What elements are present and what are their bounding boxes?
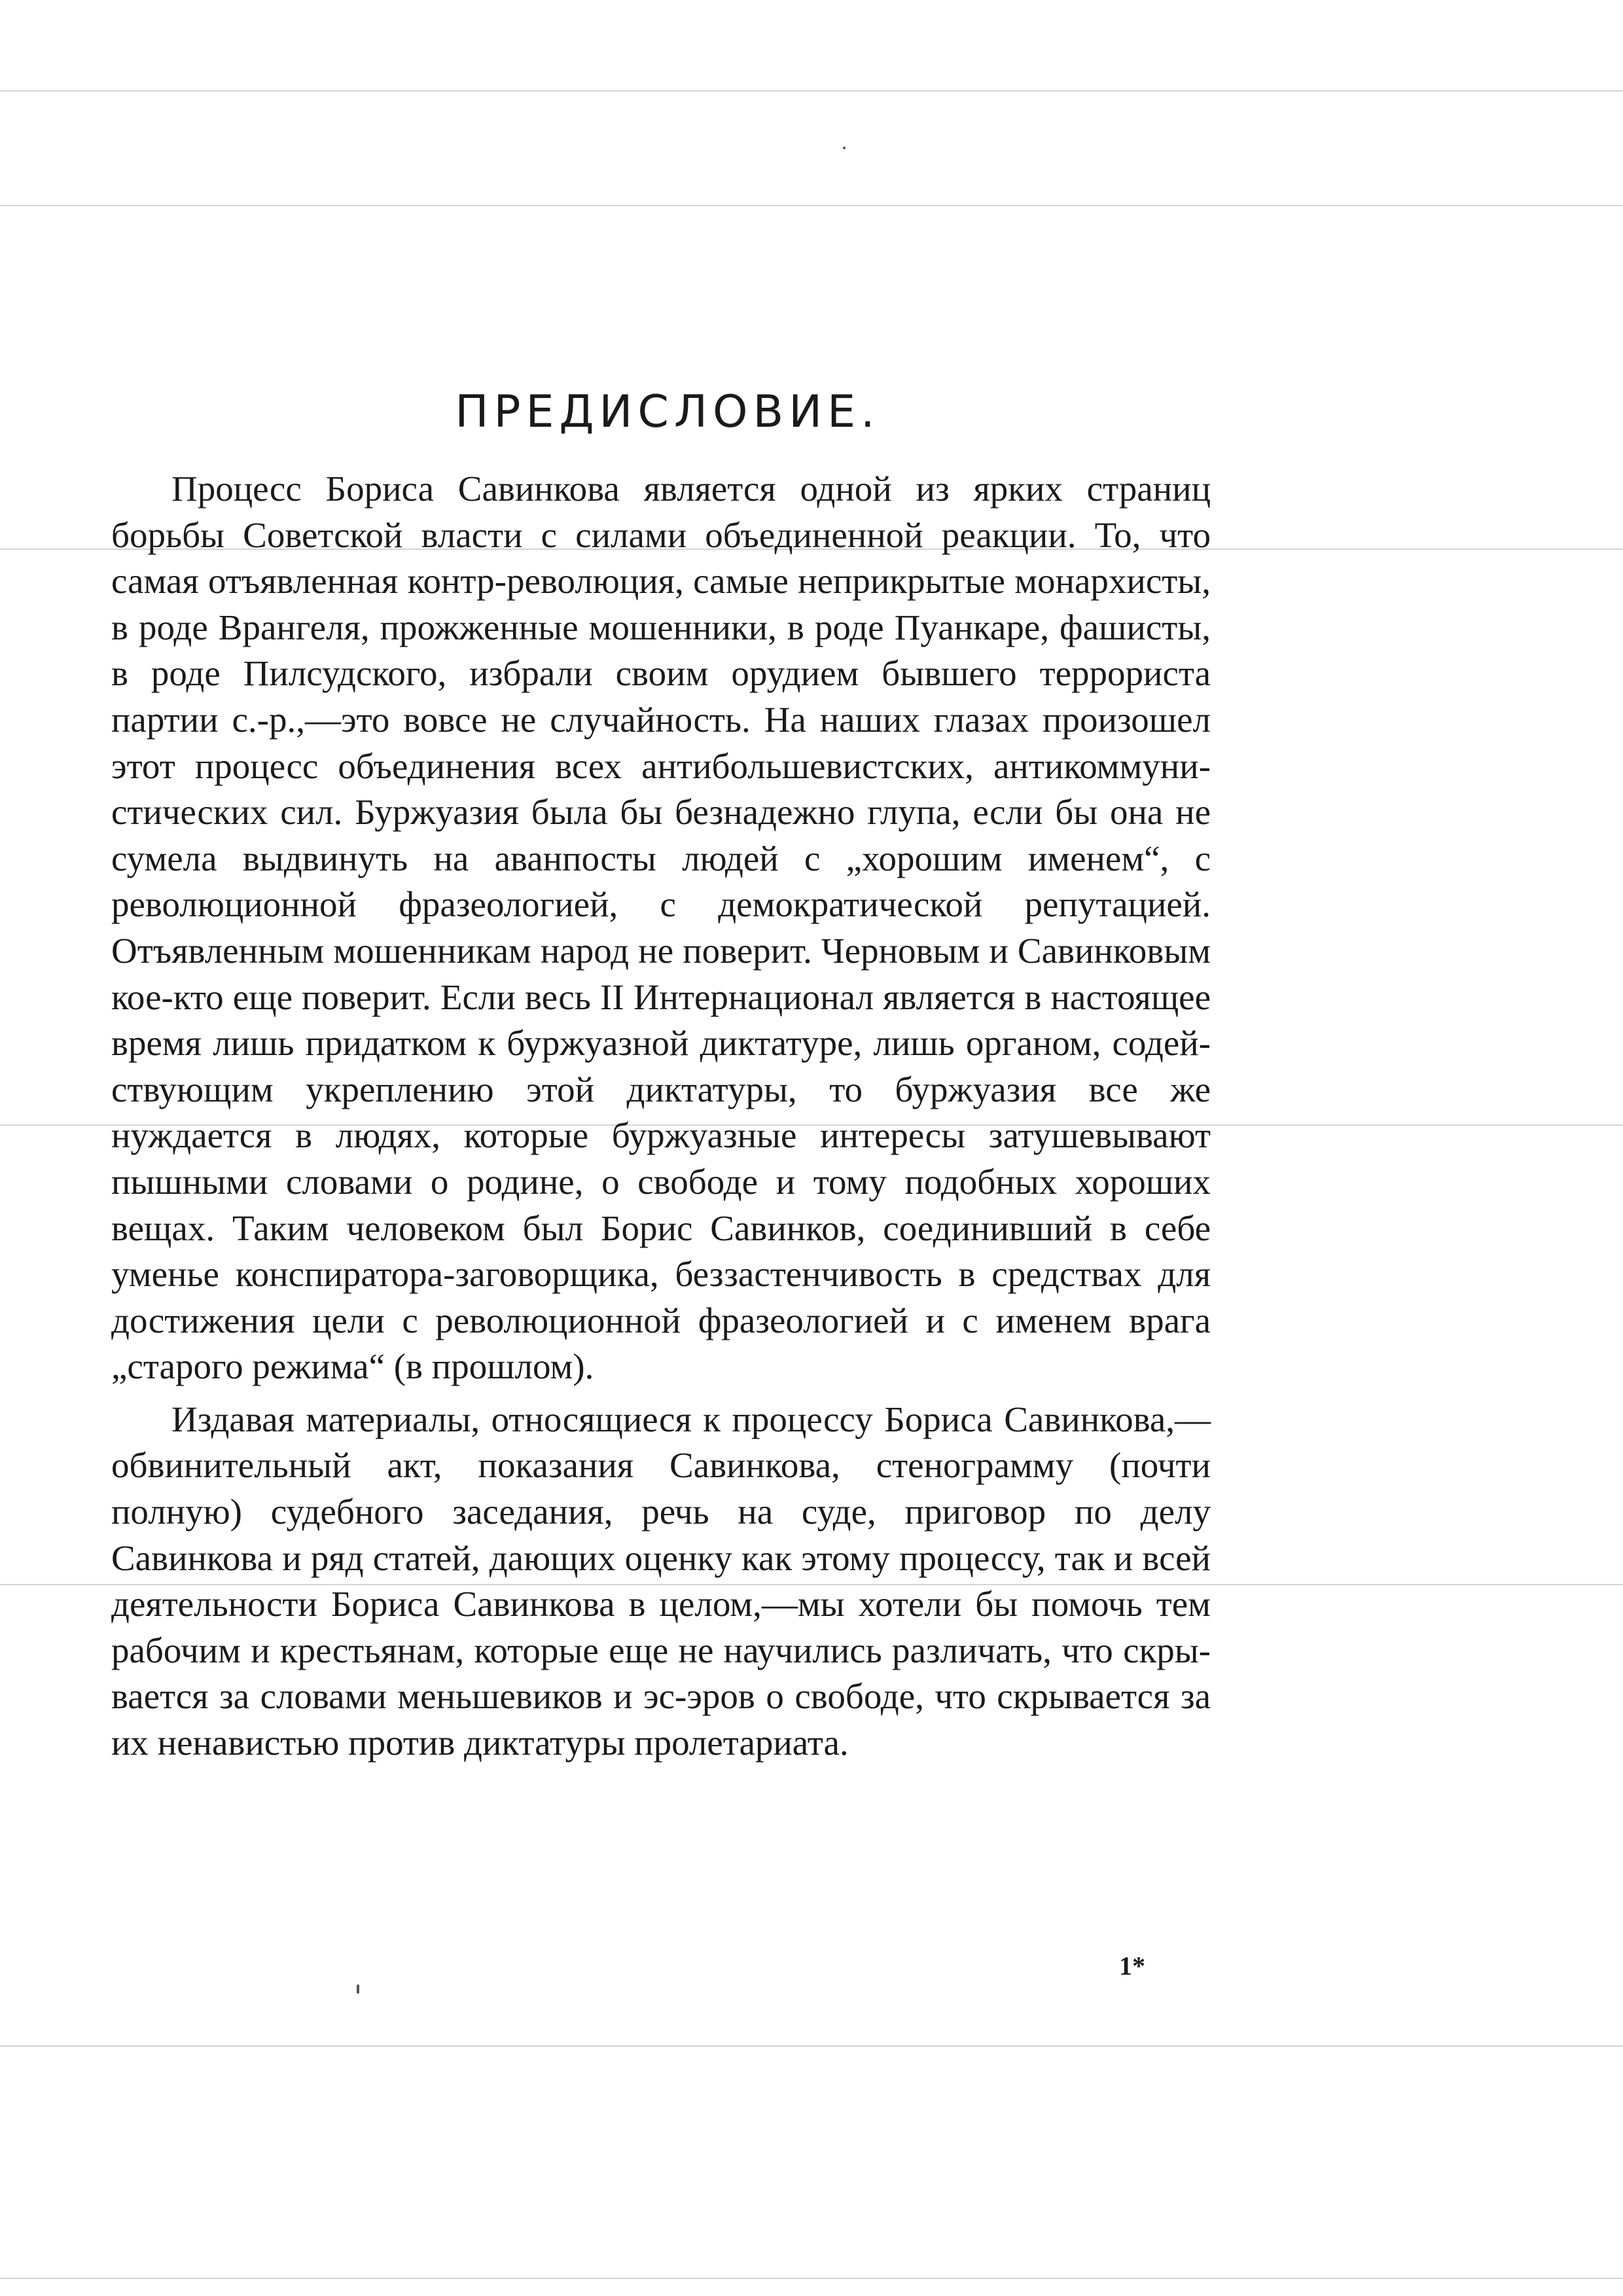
paragraph: Издавая материалы, относящиеся к процессу Бориса Савинкова,—обвинительный акт, показания Савинкова, стенограмму (почти полную) судебного заседания, речь на суде, приговор по делу Савинкова и ряд статей, дающих оценку как этому процессу, так и всей деятельности Бориса Савинкова в целом,—мы хотели бы помочь тем рабочим и крестьянам, которые еще не научились различать, что скрывается за словами меньшевиков и эс-эров о свободе, что скрывается за их ненавистью против диктатуры пролетариата. [111, 1399, 1211, 1763]
scan-line [0, 2278, 1623, 2279]
scan-line [0, 90, 1623, 92]
body-text [111, 466, 1211, 1773]
scan-line [0, 2045, 1623, 2047]
scan-speck [357, 1984, 359, 1994]
scan-line [0, 205, 1623, 206]
scan-speck [843, 147, 846, 149]
paragraph: Процесс Бориса Савинкова является одной из ярких страниц борьбы Советской власти с силами объединенной реакции. То, что самая отъявленная контр-революция, самые неприкрытые монархисты, в роде Врангеля, прожженные мошенники, в роде Пуанкаре, фашисты, в роде Пилсудского, избрали своим орудием бывшего террориста партии с.-р.,—это вовсе не случайность. На наших глазах произошел этот процесс объединения всех антибольшевистских, антикоммунистических сил. Буржуазия была бы безнадежно глупа, если бы она не сумела выдвинуть на аванпосты людей с „хорошим именем“, с революционной фразеологией, с демократической репутацией. Отъявленным мошенникам народ не поверит. Черновым и Савинковым кое-кто еще поверит. Если весь II Интернационал является в настоящее время лишь придатком к буржуазной диктатуре, лишь органом, содействующим укреплению этой диктатуры, то буржуазия все же нуждается в людях, которые буржуазные интересы затушевывают пышными словами о родине, о свободе и тому подобных хороших вещах. Таким человеком был Борис Савинков, соединивший в себе уменье конспиратора-заговорщика, беззастенчивость в средствах для достижения цели с революционной фразеологией и с именем врага „старого режима“ (в прошлом). [111, 469, 1211, 1387]
page-number: 1* [1119, 1951, 1145, 1981]
page-title: ПРЕДИСЛОВИЕ. [455, 386, 880, 438]
